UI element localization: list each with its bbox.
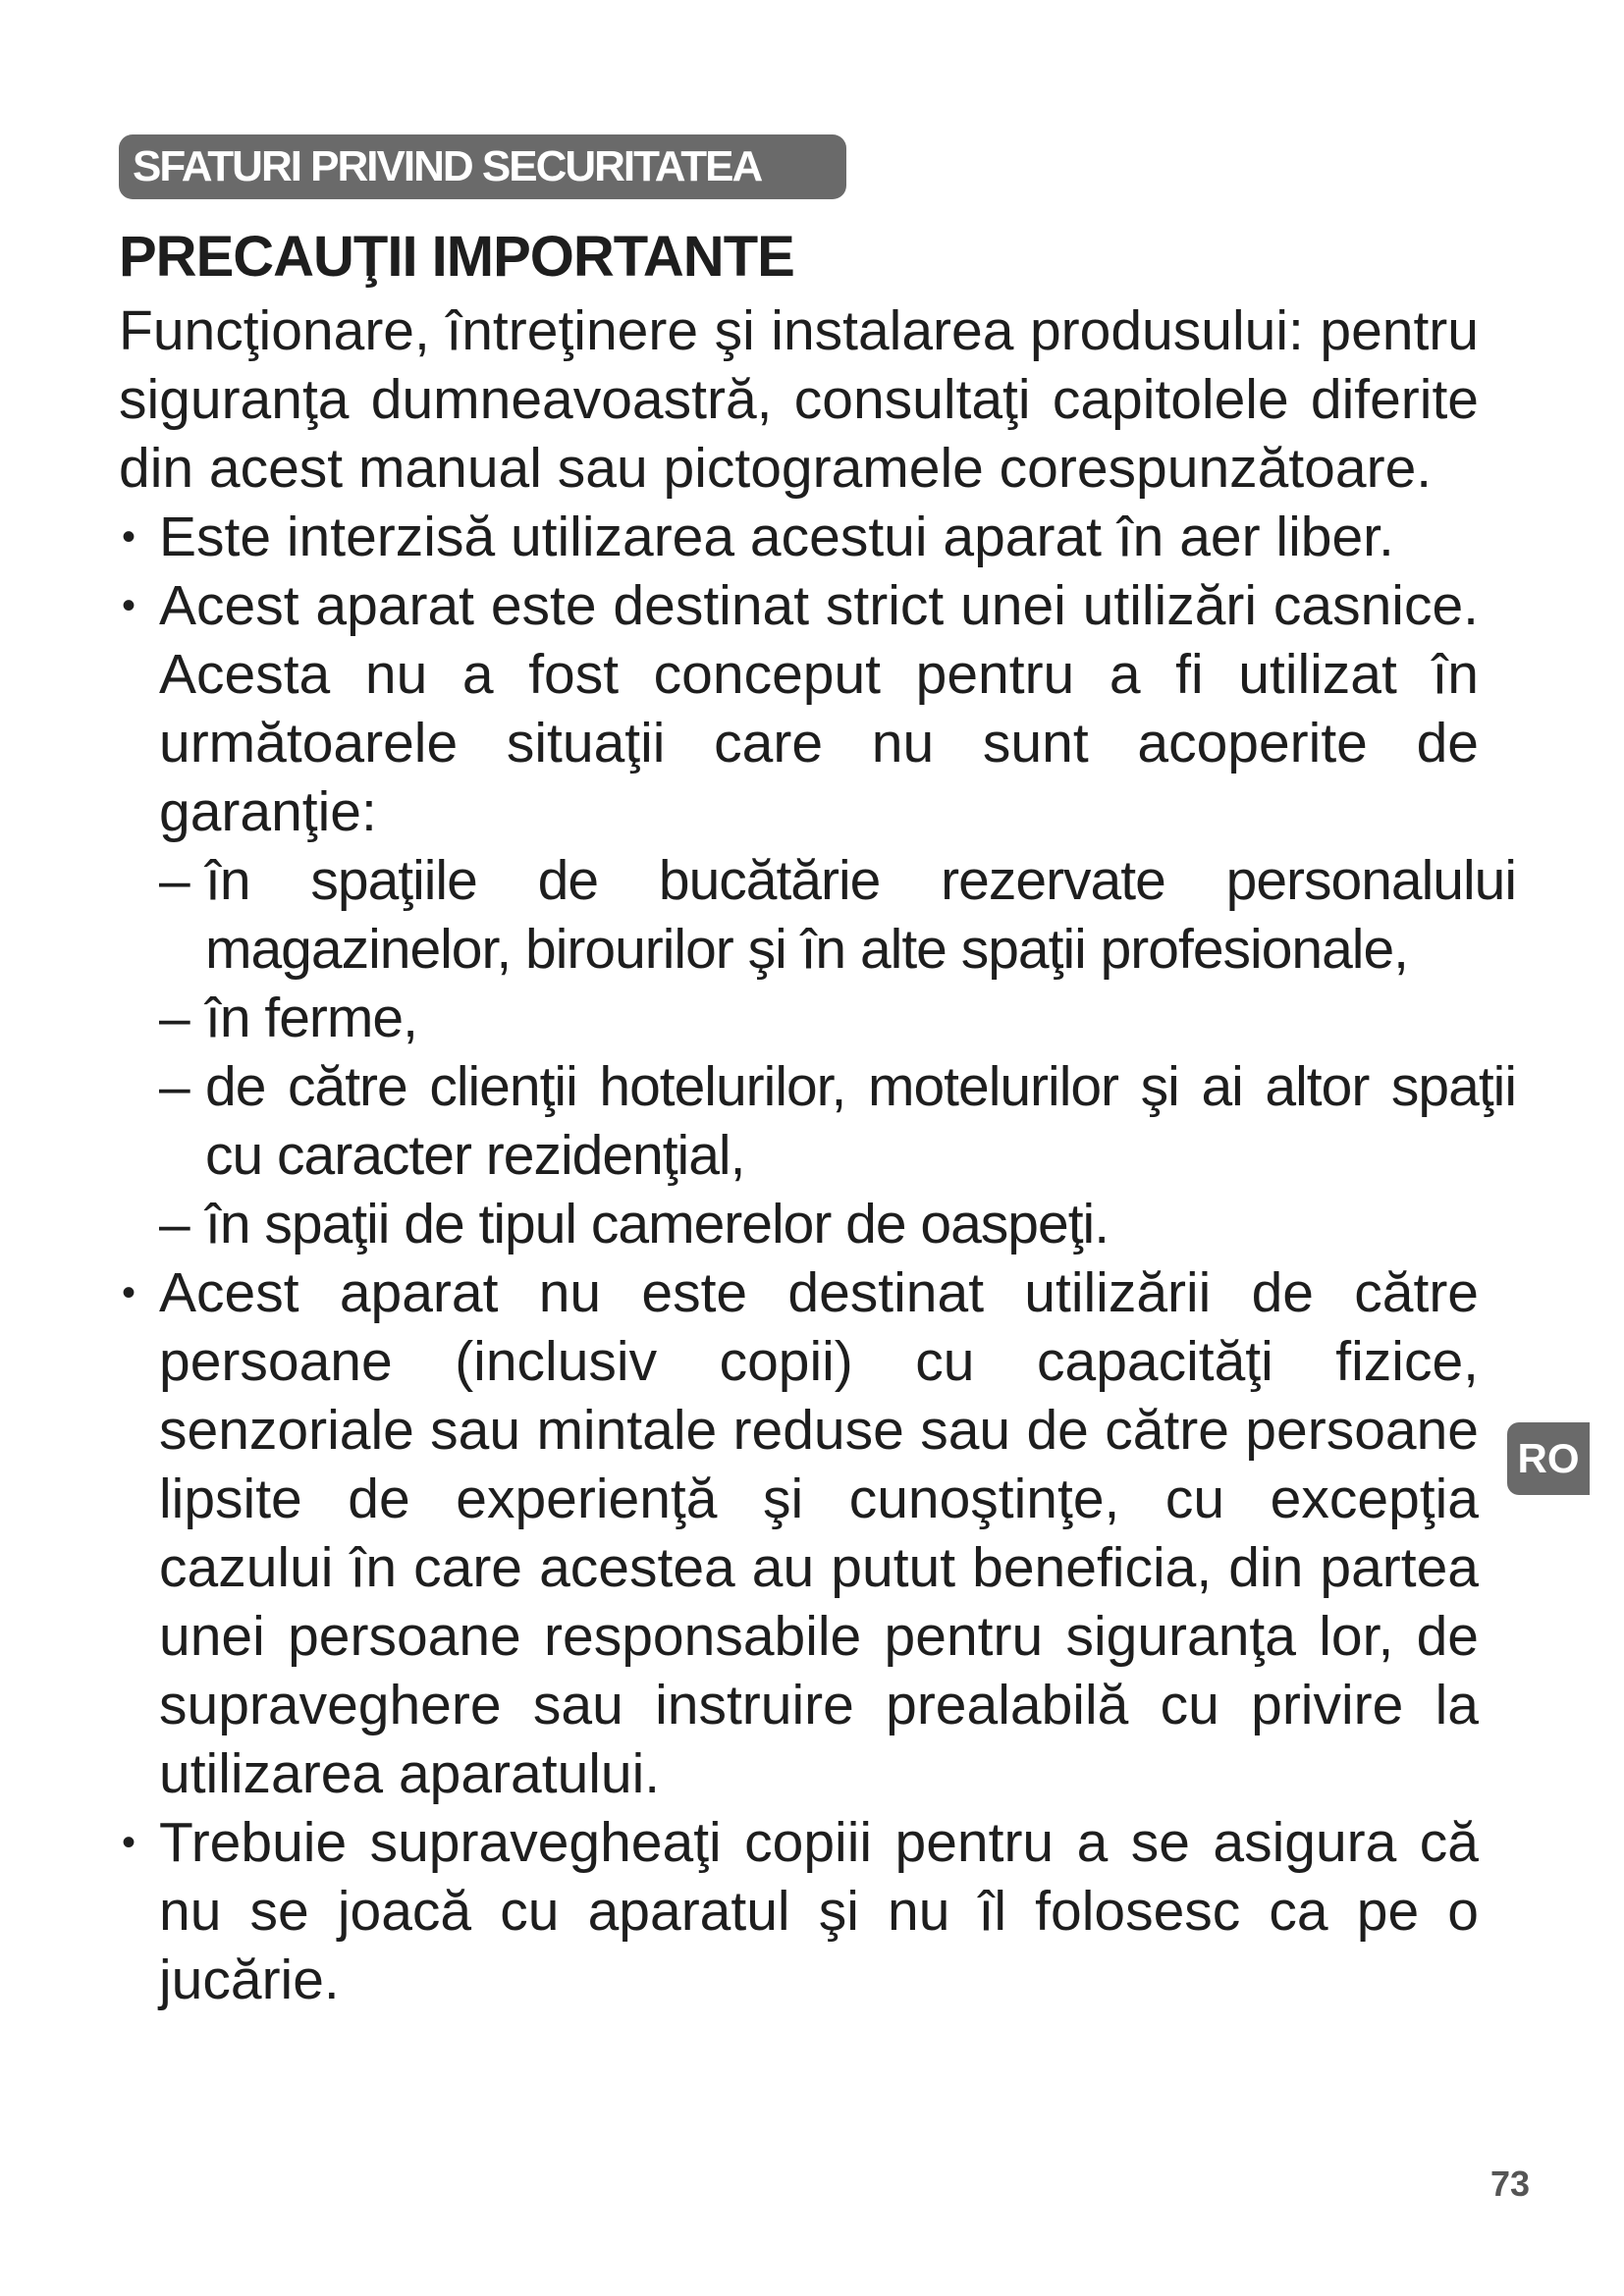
page-number: 73	[1489, 2163, 1530, 2204]
page-content	[119, 218, 1516, 2014]
sub-list-item: – în spaţiile de bucătărie rezervate personalului magazinelor, birourilor şi în alte spaţii profesionale,	[159, 846, 1516, 984]
exclusions-list	[159, 846, 1516, 1258]
intro-paragraph: Funcţionare, întreţinere şi instalarea produsului: pentru siguranţa dumneavoastră, consultaţi capitolele diferite din acest manual sau pictogramele corespunzătoare.	[119, 299, 1479, 500]
sub-list-item: – în ferme,	[159, 984, 1516, 1052]
section-label: SFATURI PRIVIND SECURITATEA	[119, 134, 846, 199]
list-item	[119, 571, 1516, 1258]
list-item: • Este interzisă utilizarea acestui aparat în aer liber.	[119, 503, 1479, 571]
precautions-list	[119, 503, 1516, 2014]
page-title: PRECAUŢII IMPORTANTE	[119, 225, 794, 289]
language-tab: RO	[1507, 1422, 1590, 1495]
list-item-text: Acest aparat este destinat strict unei utilizări casnice. Acesta nu a fost conceput pentru a fi utilizat în următoarele situaţii care nu sunt acoperite de garanţie:	[159, 574, 1479, 843]
sub-list-item: – de către clienţii hotelurilor, motelurilor şi ai altor spaţii cu caracter rezidenţial,	[159, 1052, 1516, 1190]
sub-list-item: – în spaţii de tipul camerelor de oaspeţi.	[159, 1190, 1516, 1258]
list-item: • Trebuie supravegheaţi copiii pentru a se asigura că nu se joacă cu aparatul şi nu îl folosesc ca pe o jucărie.	[119, 1808, 1479, 2014]
list-item: • Acest aparat nu este destinat utilizării de către persoane (inclusiv copii) cu capacităţi fizice, senzoriale sau mintale reduse sau de către persoane lipsite de experienţă şi cunoştinţe, cu excepţia cazului în care acestea au putut beneficia, din partea unei persoane responsabile pentru siguranţa lor, de supraveghere sau instruire prealabilă cu privire la utilizarea aparatului.	[119, 1258, 1479, 1808]
